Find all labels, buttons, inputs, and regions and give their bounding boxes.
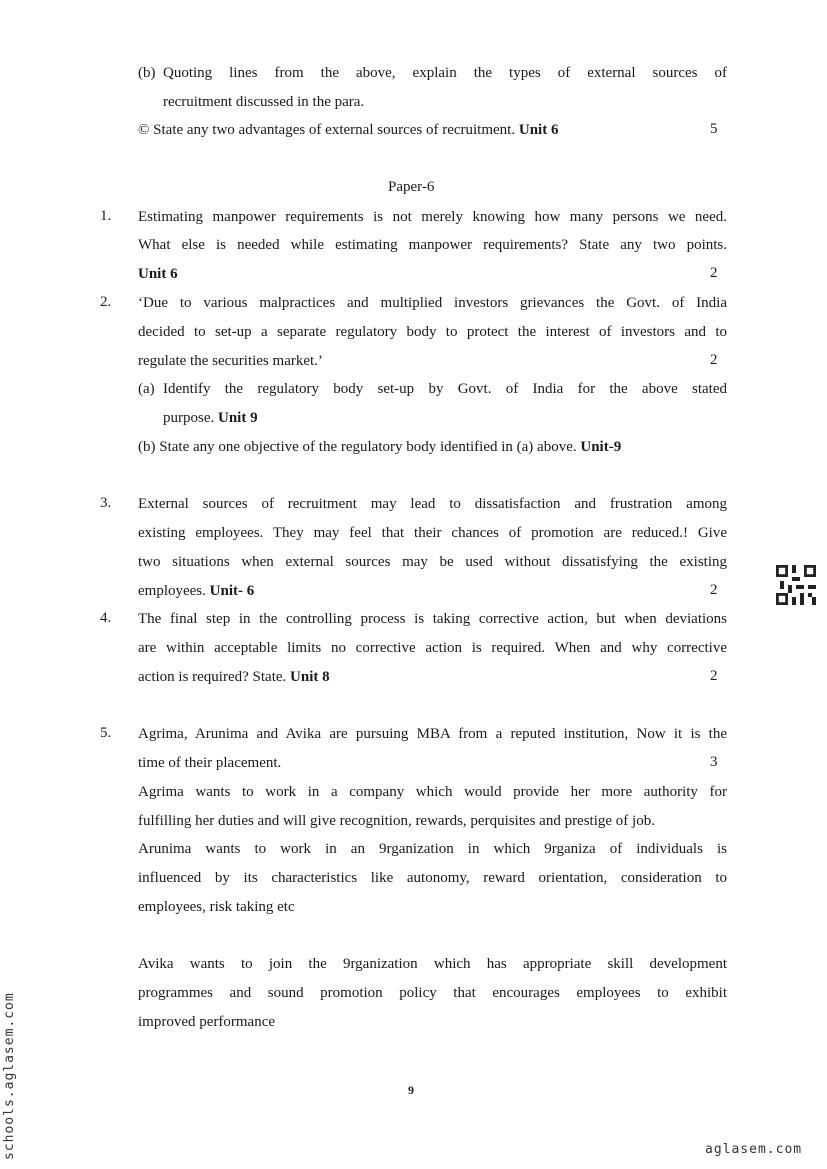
- question-text: [138, 668, 330, 686]
- paragraph-text: Arunima wants to work in an 9rganization in which 9rganiza of individuals is: [138, 841, 727, 857]
- unit-label: Unit 6: [138, 266, 178, 282]
- sub-question-label: (a): [138, 381, 155, 397]
- question-number: 2.: [100, 294, 112, 310]
- question-text: two situations when external sources may be used without dissatisfying the existing: [138, 554, 727, 570]
- watermark-bottom: aglasem.com: [705, 1142, 803, 1157]
- watermark-side: schools.aglasem.com: [2, 992, 17, 1160]
- paper-title: Paper-6: [388, 179, 435, 195]
- unit-label: Unit-9: [580, 439, 622, 455]
- question-text: Agrima, Arunima and Avika are pursuing MBA from a reputed institution, Now it is the: [138, 726, 727, 742]
- question-text: What else is needed while estimating manpower requirements? State any two points.: [138, 237, 727, 253]
- question-text: State any one objective of the regulatory body identified in (a) above.: [159, 439, 577, 455]
- question-number: 5.: [100, 725, 112, 741]
- paragraph-text: Agrima wants to work in a company which would provide her more authority for: [138, 784, 727, 800]
- question-text: External sources of recruitment may lead to dissatisfaction and frustration among: [138, 496, 727, 512]
- sub-question-label: (b): [138, 439, 156, 455]
- paragraph-text: employees, risk taking etc: [138, 899, 295, 915]
- question-number: 3.: [100, 495, 112, 511]
- paragraph-text: Avika wants to join the 9rganization which has appropriate skill development: [138, 956, 727, 972]
- question-text: purpose.: [163, 410, 215, 426]
- question-text: Estimating manpower requirements is not merely knowing how many persons we need.: [138, 209, 727, 225]
- unit-label: Unit- 6: [209, 583, 255, 599]
- marks: 2: [710, 582, 718, 598]
- sub-question-text: [138, 121, 558, 139]
- sub-question-text: Quoting lines from the above, explain the types of external sources of: [163, 65, 727, 81]
- question-text: ‘Due to various malpractices and multiplied investors grievances the Govt. of India: [138, 295, 727, 311]
- question-number: 1.: [100, 208, 112, 224]
- question-text: [138, 582, 254, 600]
- question-text: are within acceptable limits no corrective action is required. When and why corrective: [138, 640, 727, 656]
- sub-question-text: recruitment discussed in the para.: [163, 94, 365, 110]
- question-text: © State any two advantages of external sources of recruitment.: [138, 122, 516, 138]
- sub-question-label: (b): [138, 65, 156, 81]
- page-number: 9: [408, 1083, 414, 1097]
- paragraph-text: fulfilling her duties and will give recognition, rewards, perquisites and prestige of job.: [138, 813, 655, 829]
- qr-code-icon: [776, 565, 816, 605]
- unit-label: Unit 8: [290, 669, 330, 685]
- marks: 5: [710, 121, 718, 137]
- question-number: 4.: [100, 610, 112, 626]
- marks: 2: [710, 265, 718, 281]
- paragraph-text: programmes and sound promotion policy that encourages employees to exhibit: [138, 985, 727, 1001]
- sub-question-text: [163, 409, 258, 427]
- unit-label: Unit 9: [218, 410, 258, 426]
- question-text: decided to set-up a separate regulatory body to protect the interest of investors and to: [138, 324, 727, 340]
- sub-question-text: Identify the regulatory body set-up by Govt. of India for the above stated: [163, 381, 727, 397]
- sub-question-text: [138, 438, 621, 456]
- question-text: The final step in the controlling process is taking corrective action, but when deviations: [138, 611, 727, 627]
- marks: 2: [710, 352, 718, 368]
- unit-label: Unit 6: [518, 122, 559, 138]
- question-text: employees.: [138, 583, 206, 599]
- marks: 3: [710, 754, 718, 770]
- paragraph-text: improved performance: [138, 1014, 276, 1030]
- question-text: existing employees. They may feel that their chances of promotion are reduced.! Give: [138, 525, 727, 541]
- question-text: regulate the securities market.’: [138, 353, 323, 369]
- marks: 2: [710, 668, 718, 684]
- question-text: action is required? State.: [138, 669, 287, 685]
- paragraph-text: influenced by its characteristics like autonomy, reward orientation, consideration to: [138, 870, 727, 886]
- question-text: time of their placement.: [138, 755, 282, 771]
